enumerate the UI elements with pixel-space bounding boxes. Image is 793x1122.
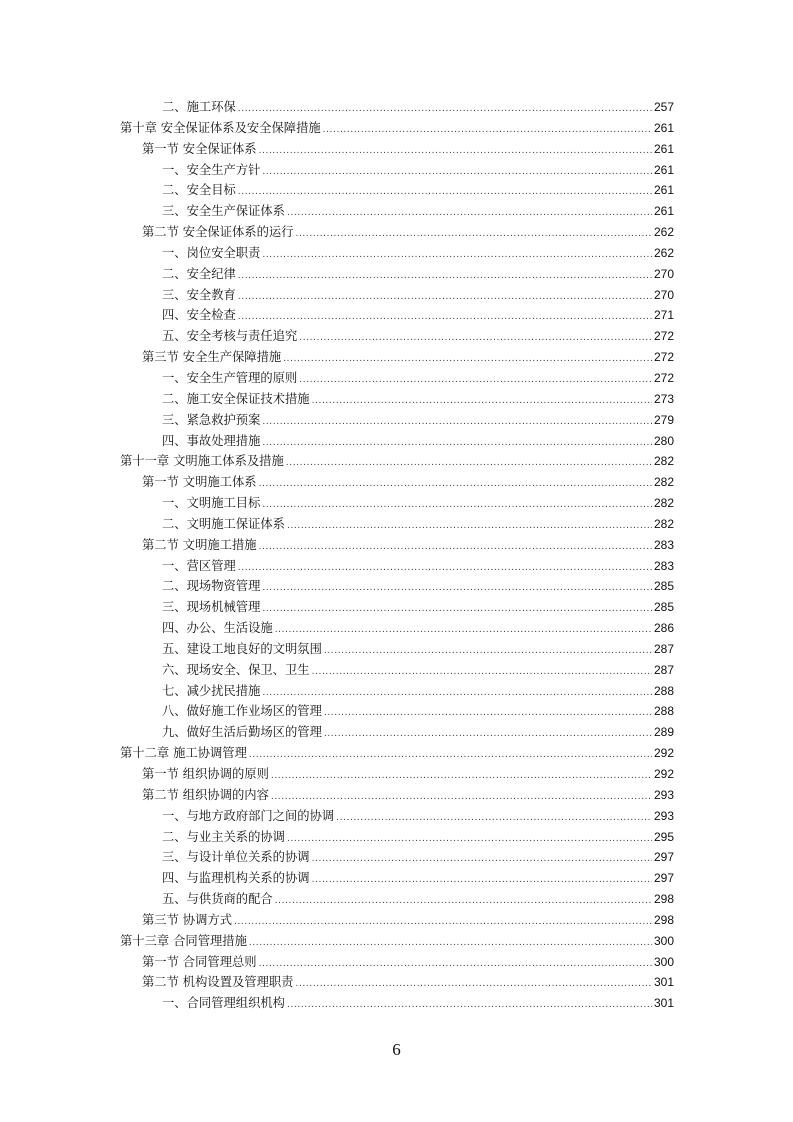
dot-leader: [238, 182, 652, 203]
toc-entry-title: 四、办公、生活设施: [162, 621, 273, 636]
toc-entry-page: 287: [653, 662, 674, 677]
toc-entry-title: 第三节 安全生产保障措施: [142, 350, 282, 365]
toc-entry-title: 五、建设工地良好的文明氛围: [162, 641, 322, 656]
dot-leader: [312, 391, 652, 412]
toc-entry-title: 一、营区管理: [162, 558, 236, 573]
toc-entry-title: 第一节 安全保证体系: [142, 141, 257, 156]
toc-subsection-entry[interactable]: [120, 431, 674, 452]
toc-entry-title: 四、安全检查: [162, 308, 236, 323]
toc-entry-page: 279: [653, 412, 674, 427]
toc-entry-page: 297: [653, 871, 674, 886]
toc-entry-page: 285: [653, 600, 674, 615]
toc-entry-page: 262: [653, 245, 674, 260]
toc-subsection-entry[interactable]: [120, 285, 674, 306]
toc-subsection-entry[interactable]: [120, 576, 674, 597]
toc-entry-title: 第一节 合同管理总则: [142, 954, 257, 969]
toc-entry-page: 282: [653, 516, 674, 531]
toc-section-entry[interactable]: [120, 910, 674, 931]
dot-leader: [295, 224, 651, 245]
toc-subsection-entry[interactable]: [120, 305, 674, 326]
toc-subsection-entry[interactable]: [120, 243, 674, 264]
toc-subsection-entry[interactable]: [120, 326, 674, 347]
toc-entry-title: 第三节 协调方式: [142, 912, 232, 927]
toc-subsection-entry[interactable]: [120, 556, 674, 577]
dot-leader: [283, 349, 652, 370]
toc-subsection-entry[interactable]: [120, 868, 674, 889]
dot-leader: [312, 870, 652, 891]
toc-entry-page: 300: [653, 954, 674, 969]
toc-subsection-entry[interactable]: [120, 847, 674, 868]
dot-leader: [287, 203, 652, 224]
dot-leader: [249, 933, 652, 954]
toc-chapter-entry[interactable]: [120, 931, 674, 952]
toc-entry-page: 282: [653, 454, 674, 469]
toc-entry-title: 一、合同管理组织机构: [162, 996, 285, 1011]
toc-entry-page: 261: [653, 204, 674, 219]
toc-entry-page: 297: [653, 850, 674, 865]
toc-subsection-entry[interactable]: [120, 701, 674, 722]
toc-subsection-entry[interactable]: [120, 889, 674, 910]
toc-entry-page: 301: [653, 975, 674, 990]
toc-entry-page: 293: [653, 787, 674, 802]
toc-entry-title: 三、紧急救护预案: [162, 412, 261, 427]
dot-leader: [238, 99, 652, 120]
toc-entry-title: 二、文明施工保证体系: [162, 516, 285, 531]
toc-entry-page: 286: [653, 621, 674, 636]
toc-entry-page: 262: [653, 225, 674, 240]
toc-entry-title: 二、安全目标: [162, 183, 236, 198]
toc-entry-page: 271: [653, 308, 674, 323]
toc-entry-page: 283: [653, 537, 674, 552]
dot-leader: [271, 787, 652, 808]
toc-entry-page: 272: [653, 329, 674, 344]
page-number: 6: [392, 1040, 401, 1059]
dot-leader: [259, 141, 652, 162]
dot-leader: [286, 453, 652, 474]
toc-subsection-entry[interactable]: [120, 827, 674, 848]
toc-entry-page: 288: [653, 704, 674, 719]
dot-leader: [262, 162, 652, 183]
toc-subsection-entry[interactable]: [120, 368, 674, 389]
table-of-contents: [120, 97, 674, 1014]
toc-entry-page: 261: [653, 141, 674, 156]
toc-entry-page: 280: [653, 433, 674, 448]
dot-leader: [262, 683, 652, 704]
dot-leader: [259, 474, 652, 495]
toc-entry-page: 261: [653, 120, 674, 135]
toc-entry-title: 四、与监理机构关系的协调: [162, 871, 310, 886]
toc-subsection-entry[interactable]: [120, 97, 674, 118]
dot-leader: [312, 849, 652, 870]
toc-entry-page: 282: [653, 475, 674, 490]
dot-leader: [336, 808, 652, 829]
toc-subsection-entry[interactable]: [120, 806, 674, 827]
toc-subsection-entry[interactable]: [120, 639, 674, 660]
toc-section-entry[interactable]: [120, 347, 674, 368]
toc-entry-title: 二、施工安全保证技术措施: [162, 391, 310, 406]
toc-entry-page: 287: [653, 641, 674, 656]
dot-leader: [238, 287, 652, 308]
toc-section-entry[interactable]: [120, 222, 674, 243]
toc-entry-page: 292: [653, 767, 674, 781]
toc-entry-page: 273: [653, 391, 674, 406]
toc-entry-title: 九、做好生活后勤场区的管理: [162, 725, 322, 740]
toc-entry-page: 295: [653, 829, 674, 844]
toc-entry-page: 257: [653, 100, 674, 114]
toc-subsection-entry[interactable]: [120, 389, 674, 410]
toc-entry-page: 282: [653, 496, 674, 511]
toc-entry-title: 二、安全纪律: [162, 266, 236, 281]
dot-leader: [238, 307, 652, 328]
toc-subsection-entry[interactable]: [120, 264, 674, 285]
toc-subsection-entry[interactable]: [120, 597, 674, 618]
dot-leader: [262, 245, 652, 266]
toc-section-entry[interactable]: [120, 472, 674, 493]
toc-subsection-entry[interactable]: [120, 160, 674, 181]
toc-entry-title: 二、现场物资管理: [162, 579, 261, 594]
toc-entry-title: 一、安全生产方针: [162, 162, 261, 177]
dot-leader: [324, 703, 652, 724]
toc-subsection-entry[interactable]: [120, 201, 674, 222]
dot-leader: [295, 974, 651, 995]
toc-section-entry[interactable]: [120, 764, 674, 785]
dot-leader: [299, 370, 652, 391]
toc-entry-title: 第一节 文明施工体系: [142, 475, 257, 490]
dot-leader: [287, 995, 652, 1016]
toc-entry-title: 三、现场机械管理: [162, 600, 261, 615]
dot-leader: [249, 745, 652, 766]
dot-leader: [262, 599, 652, 620]
toc-entry-page: 292: [653, 746, 674, 761]
toc-entry-title: 第二节 组织协调的内容: [142, 787, 269, 802]
toc-entry-title: 八、做好施工作业场区的管理: [162, 704, 322, 719]
toc-entry-page: 298: [653, 892, 674, 907]
toc-entry-page: 298: [653, 912, 674, 927]
toc-entry-title: 第一节 组织协调的原则: [142, 767, 269, 781]
toc-entry-title: 二、与业主关系的协调: [162, 829, 285, 844]
toc-section-entry[interactable]: [120, 952, 674, 973]
dot-leader: [275, 891, 652, 912]
toc-entry-page: 301: [653, 996, 674, 1011]
dot-leader: [259, 537, 652, 558]
toc-entry-page: 289: [653, 725, 674, 740]
toc-section-entry[interactable]: [120, 535, 674, 556]
dot-leader: [262, 412, 652, 433]
toc-subsection-entry[interactable]: [120, 618, 674, 639]
toc-entry-page: 272: [653, 370, 674, 385]
toc-entry-title: 一、安全生产管理的原则: [162, 370, 298, 385]
toc-subsection-entry[interactable]: [120, 410, 674, 431]
toc-entry-title: 三、安全生产保证体系: [162, 204, 285, 219]
dot-leader: [262, 578, 652, 599]
dot-leader: [324, 724, 652, 745]
toc-entry-page: 272: [653, 350, 674, 365]
dot-leader: [312, 662, 652, 683]
toc-chapter-entry[interactable]: [120, 451, 674, 472]
dot-leader: [271, 766, 652, 787]
toc-entry-title: 第二节 文明施工措施: [142, 537, 257, 552]
toc-entry-title: 四、事故处理措施: [162, 433, 261, 448]
dot-leader: [299, 328, 652, 349]
toc-chapter-entry[interactable]: [120, 743, 674, 764]
dot-leader: [262, 495, 652, 516]
toc-entry-page: 270: [653, 287, 674, 302]
dot-leader: [323, 120, 652, 141]
dot-leader: [238, 266, 652, 287]
toc-section-entry[interactable]: [120, 139, 674, 160]
toc-chapter-entry[interactable]: [120, 118, 674, 139]
dot-leader: [259, 954, 652, 975]
toc-entry-title: 第二节 安全保证体系的运行: [142, 225, 294, 240]
dot-leader: [287, 516, 652, 537]
toc-entry-title: 一、与地方政府部门之间的协调: [162, 808, 335, 823]
toc-entry-page: 270: [653, 266, 674, 281]
toc-entry-page: 300: [653, 933, 674, 948]
toc-entry-title: 第十二章 施工协调管理: [120, 746, 247, 761]
toc-subsection-entry[interactable]: [120, 514, 674, 535]
toc-entry-title: 第十章 安全保证体系及安全保障措施: [120, 120, 321, 135]
toc-subsection-entry[interactable]: [120, 493, 674, 514]
toc-entry-title: 第二节 机构设置及管理职责: [142, 975, 294, 990]
dot-leader: [275, 620, 652, 641]
toc-entry-title: 五、安全考核与责任追究: [162, 329, 298, 344]
toc-entry-title: 一、岗位安全职责: [162, 245, 261, 260]
dot-leader: [238, 558, 652, 579]
toc-entry-title: 一、文明施工目标: [162, 496, 261, 511]
dot-leader: [234, 912, 652, 933]
toc-section-entry[interactable]: [120, 972, 674, 993]
dot-leader: [287, 829, 652, 850]
toc-entry-title: 六、现场安全、保卫、卫生: [162, 662, 310, 677]
toc-entry-page: 293: [653, 808, 674, 823]
toc-entry-page: 288: [653, 683, 674, 698]
toc-subsection-entry[interactable]: [120, 180, 674, 201]
toc-entry-page: 285: [653, 579, 674, 594]
toc-entry-page: 283: [653, 558, 674, 573]
toc-entry-title: 二、施工环保: [162, 100, 236, 114]
toc-entry-page: 261: [653, 162, 674, 177]
toc-entry-title: 第十一章 文明施工体系及措施: [120, 454, 284, 469]
toc-entry-title: 三、与设计单位关系的协调: [162, 850, 310, 865]
toc-entry-page: 261: [653, 183, 674, 198]
dot-leader: [262, 433, 652, 454]
toc-subsection-entry[interactable]: [120, 993, 674, 1014]
toc-subsection-entry[interactable]: [120, 722, 674, 743]
toc-subsection-entry[interactable]: [120, 660, 674, 681]
toc-entry-title: 第十三章 合同管理措施: [120, 933, 247, 948]
toc-section-entry[interactable]: [120, 785, 674, 806]
dot-leader: [324, 641, 652, 662]
toc-entry-title: 七、减少扰民措施: [162, 683, 261, 698]
toc-entry-title: 五、与供货商的配合: [162, 892, 273, 907]
toc-subsection-entry[interactable]: [120, 681, 674, 702]
toc-entry-title: 三、安全教育: [162, 287, 236, 302]
